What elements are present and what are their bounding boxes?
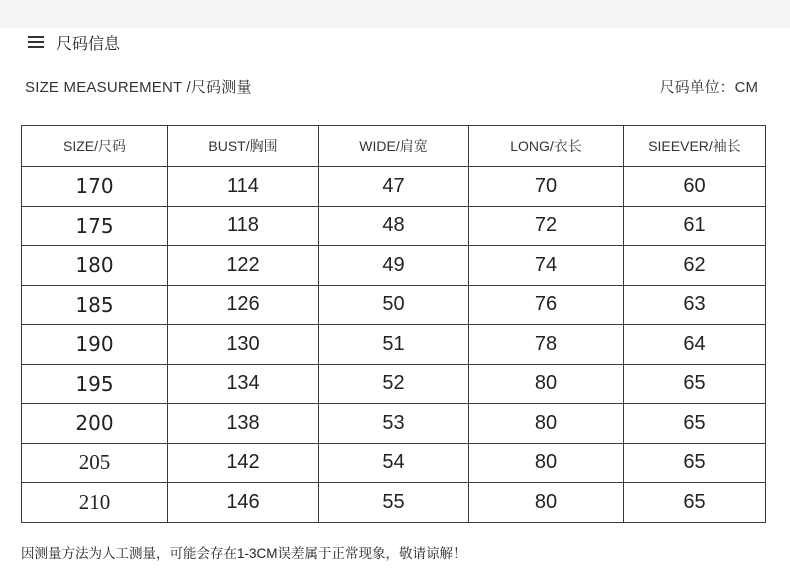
cell-bust: 118	[168, 206, 319, 246]
table-header-row	[22, 126, 766, 167]
cell-wide: 53	[319, 404, 469, 444]
cell-size: 210	[22, 483, 168, 523]
cell-size: 195	[22, 364, 168, 404]
cell-size: 190	[22, 325, 168, 365]
table-row	[22, 443, 766, 483]
cell-long: 70	[469, 167, 624, 207]
table-row	[22, 167, 766, 207]
cell-sleeve: 64	[624, 325, 766, 365]
cell-size: 180	[22, 246, 168, 286]
cell-wide: 47	[319, 167, 469, 207]
cell-wide: 50	[319, 285, 469, 325]
cell-bust: 134	[168, 364, 319, 404]
cell-long: 80	[469, 483, 624, 523]
cell-sleeve: 60	[624, 167, 766, 207]
measurement-footnote: 因测量方法为人工测量，可能会存在1-3CM误差属于正常现象，敬请谅解！	[21, 546, 467, 561]
cell-bust: 122	[168, 246, 319, 286]
table-row	[22, 325, 766, 365]
table-row	[22, 404, 766, 444]
cell-sleeve: 65	[624, 364, 766, 404]
cell-long: 76	[469, 285, 624, 325]
column-header-bust: BUST/胸围	[168, 126, 319, 167]
cell-long: 72	[469, 206, 624, 246]
table-row	[22, 206, 766, 246]
cell-long: 80	[469, 364, 624, 404]
cell-bust: 142	[168, 443, 319, 483]
cell-size: 175	[22, 206, 168, 246]
size-table	[21, 125, 766, 523]
cell-bust: 114	[168, 167, 319, 207]
cell-wide: 48	[319, 206, 469, 246]
cell-bust: 130	[168, 325, 319, 365]
cell-size: 185	[22, 285, 168, 325]
cell-bust: 146	[168, 483, 319, 523]
cell-wide: 51	[319, 325, 469, 365]
cell-sleeve: 62	[624, 246, 766, 286]
cell-sleeve: 65	[624, 443, 766, 483]
cell-wide: 49	[319, 246, 469, 286]
section-title: 尺码信息	[56, 35, 121, 53]
list-icon	[28, 36, 44, 48]
cell-size: 200	[22, 404, 168, 444]
cell-bust: 138	[168, 404, 319, 444]
cell-sleeve: 65	[624, 404, 766, 444]
cell-wide: 54	[319, 443, 469, 483]
cell-bust: 126	[168, 285, 319, 325]
cell-sleeve: 61	[624, 206, 766, 246]
cell-long: 80	[469, 404, 624, 444]
table-row	[22, 285, 766, 325]
unit-label: 尺码单位：CM	[659, 79, 758, 96]
measurement-subtitle: SIZE MEASUREMENT /尺码测量	[25, 79, 252, 96]
cell-sleeve: 63	[624, 285, 766, 325]
table-row	[22, 364, 766, 404]
cell-wide: 55	[319, 483, 469, 523]
table-row	[22, 246, 766, 286]
column-header-long: LONG/衣长	[469, 126, 624, 167]
cell-wide: 52	[319, 364, 469, 404]
cell-sleeve: 65	[624, 483, 766, 523]
column-header-sleeve: SIEEVER/袖长	[624, 126, 766, 167]
cell-size: 205	[22, 443, 168, 483]
cell-size: 170	[22, 167, 168, 207]
cell-long: 80	[469, 443, 624, 483]
section-header	[28, 32, 120, 52]
column-header-size: SIZE/尺码	[22, 126, 168, 167]
top-strip	[0, 0, 790, 28]
cell-long: 78	[469, 325, 624, 365]
column-header-wide: WIDE/肩宽	[319, 126, 469, 167]
table-row	[22, 483, 766, 523]
cell-long: 74	[469, 246, 624, 286]
